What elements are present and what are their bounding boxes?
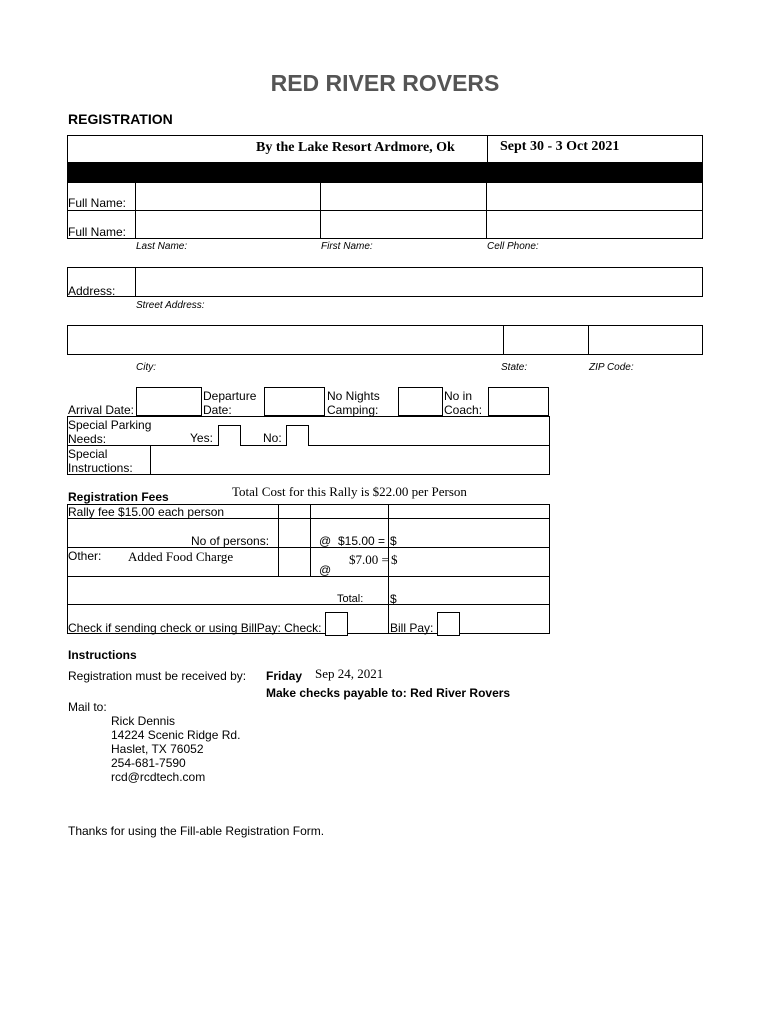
arrival-date-label: Arrival Date: [68,403,135,417]
total-amount-input[interactable] [398,577,549,604]
rally-fee-text: Rally fee $15.00 each person [68,505,225,519]
cell-phone-input-2[interactable] [487,211,702,238]
registration-fees-heading: Registration Fees [68,490,169,504]
parking-yes-label: Yes: [190,431,213,445]
at-symbol-2: @ [319,563,332,577]
arrival-date-input[interactable] [136,387,202,416]
received-by-label: Registration must be received by: [68,669,247,683]
billpay-checkbox[interactable] [437,612,460,636]
total-label: Total: [337,593,364,605]
zip-caption: ZIP Code: [589,362,634,373]
black-band [67,163,703,182]
mail-name: Rick Dennis [111,714,176,728]
full-name-label-2: Full Name: [68,225,127,239]
rate-2: $7.00 = [349,552,389,567]
dollar-sign-2: $ [391,552,398,567]
departure-date-label: Departure Date: [203,389,257,417]
food-count-input[interactable] [279,548,310,576]
parking-no-label: No: [263,431,282,445]
total-cost-note: Total Cost for this Rally is $22.00 per Person [232,484,467,499]
payable-to: Make checks payable to: Red River Rovers [266,686,511,700]
full-name-label-1: Full Name: [68,196,127,210]
rally-fee-amount-input[interactable] [398,519,549,547]
billpay-label: Bill Pay: [390,621,434,635]
cell-phone-caption: Cell Phone: [487,241,539,252]
check-checkbox[interactable] [325,612,348,636]
cell-phone-input-1[interactable] [487,183,702,210]
street-address-input[interactable] [136,268,702,296]
at-symbol-1: @ [319,534,332,548]
section-heading: REGISTRATION [68,111,173,127]
special-parking-label: Special Parking Needs: [68,418,152,446]
check-billpay-label: Check if sending check or using BillPay: Check: [68,621,322,635]
nights-camping-input[interactable] [398,387,443,416]
coach-input[interactable] [488,387,549,416]
page-title: RED RIVER ROVERS [270,70,500,96]
state-input[interactable] [504,326,588,354]
zip-code-input[interactable] [589,326,702,354]
first-name-input-1[interactable] [321,183,486,210]
last-name-input-1[interactable] [136,183,320,210]
city-input[interactable] [68,326,503,354]
mail-street: 14224 Scenic Ridge Rd. [111,728,241,742]
deadline-day: Friday [266,669,303,683]
rate-1: $15.00 = [338,534,386,548]
last-name-input-2[interactable] [136,211,320,238]
nights-camping-label: No Nights Camping: [327,389,380,417]
event-location: By the Lake Resort Ardmore, Ok [256,140,455,155]
event-divider [487,135,488,163]
address-label: Address: [68,284,116,298]
mail-to-label: Mail to: [68,700,107,714]
food-amount-input[interactable] [400,548,549,576]
first-name-input-2[interactable] [321,211,486,238]
city-caption: City: [136,362,156,373]
dollar-sign-1: $ [390,534,397,548]
dollar-sign-total: $ [390,592,397,606]
thanks-note: Thanks for using the Fill-able Registration Form. [68,824,325,838]
state-caption: State: [501,362,528,373]
deadline-date: Sep 24, 2021 [315,666,384,681]
added-food-charge-label: Added Food Charge [128,549,234,564]
last-name-caption: Last Name: [136,241,188,252]
instructions-heading: Instructions [68,648,137,662]
departure-date-input[interactable] [264,387,325,416]
street-address-caption: Street Address: [136,300,205,311]
fees-v2 [310,504,311,576]
mail-email: rcd@rcdtech.com [111,770,206,784]
coach-label: No in Coach: [444,389,483,417]
persons-label: No of persons: [191,534,270,548]
other-label: Other: [68,549,102,563]
event-dates: Sept 30 - 3 Oct 2021 [500,139,620,154]
special-instructions-input[interactable] [151,446,549,474]
special-instructions-label: Special Instructions: [68,447,133,475]
fees-v3 [388,504,389,634]
persons-count-input[interactable] [279,519,310,547]
mail-city: Haslet, TX 76052 [111,742,204,756]
fees-h4 [67,604,550,605]
first-name-caption: First Name: [321,241,373,252]
mail-phone: 254-681-7590 [111,756,186,770]
